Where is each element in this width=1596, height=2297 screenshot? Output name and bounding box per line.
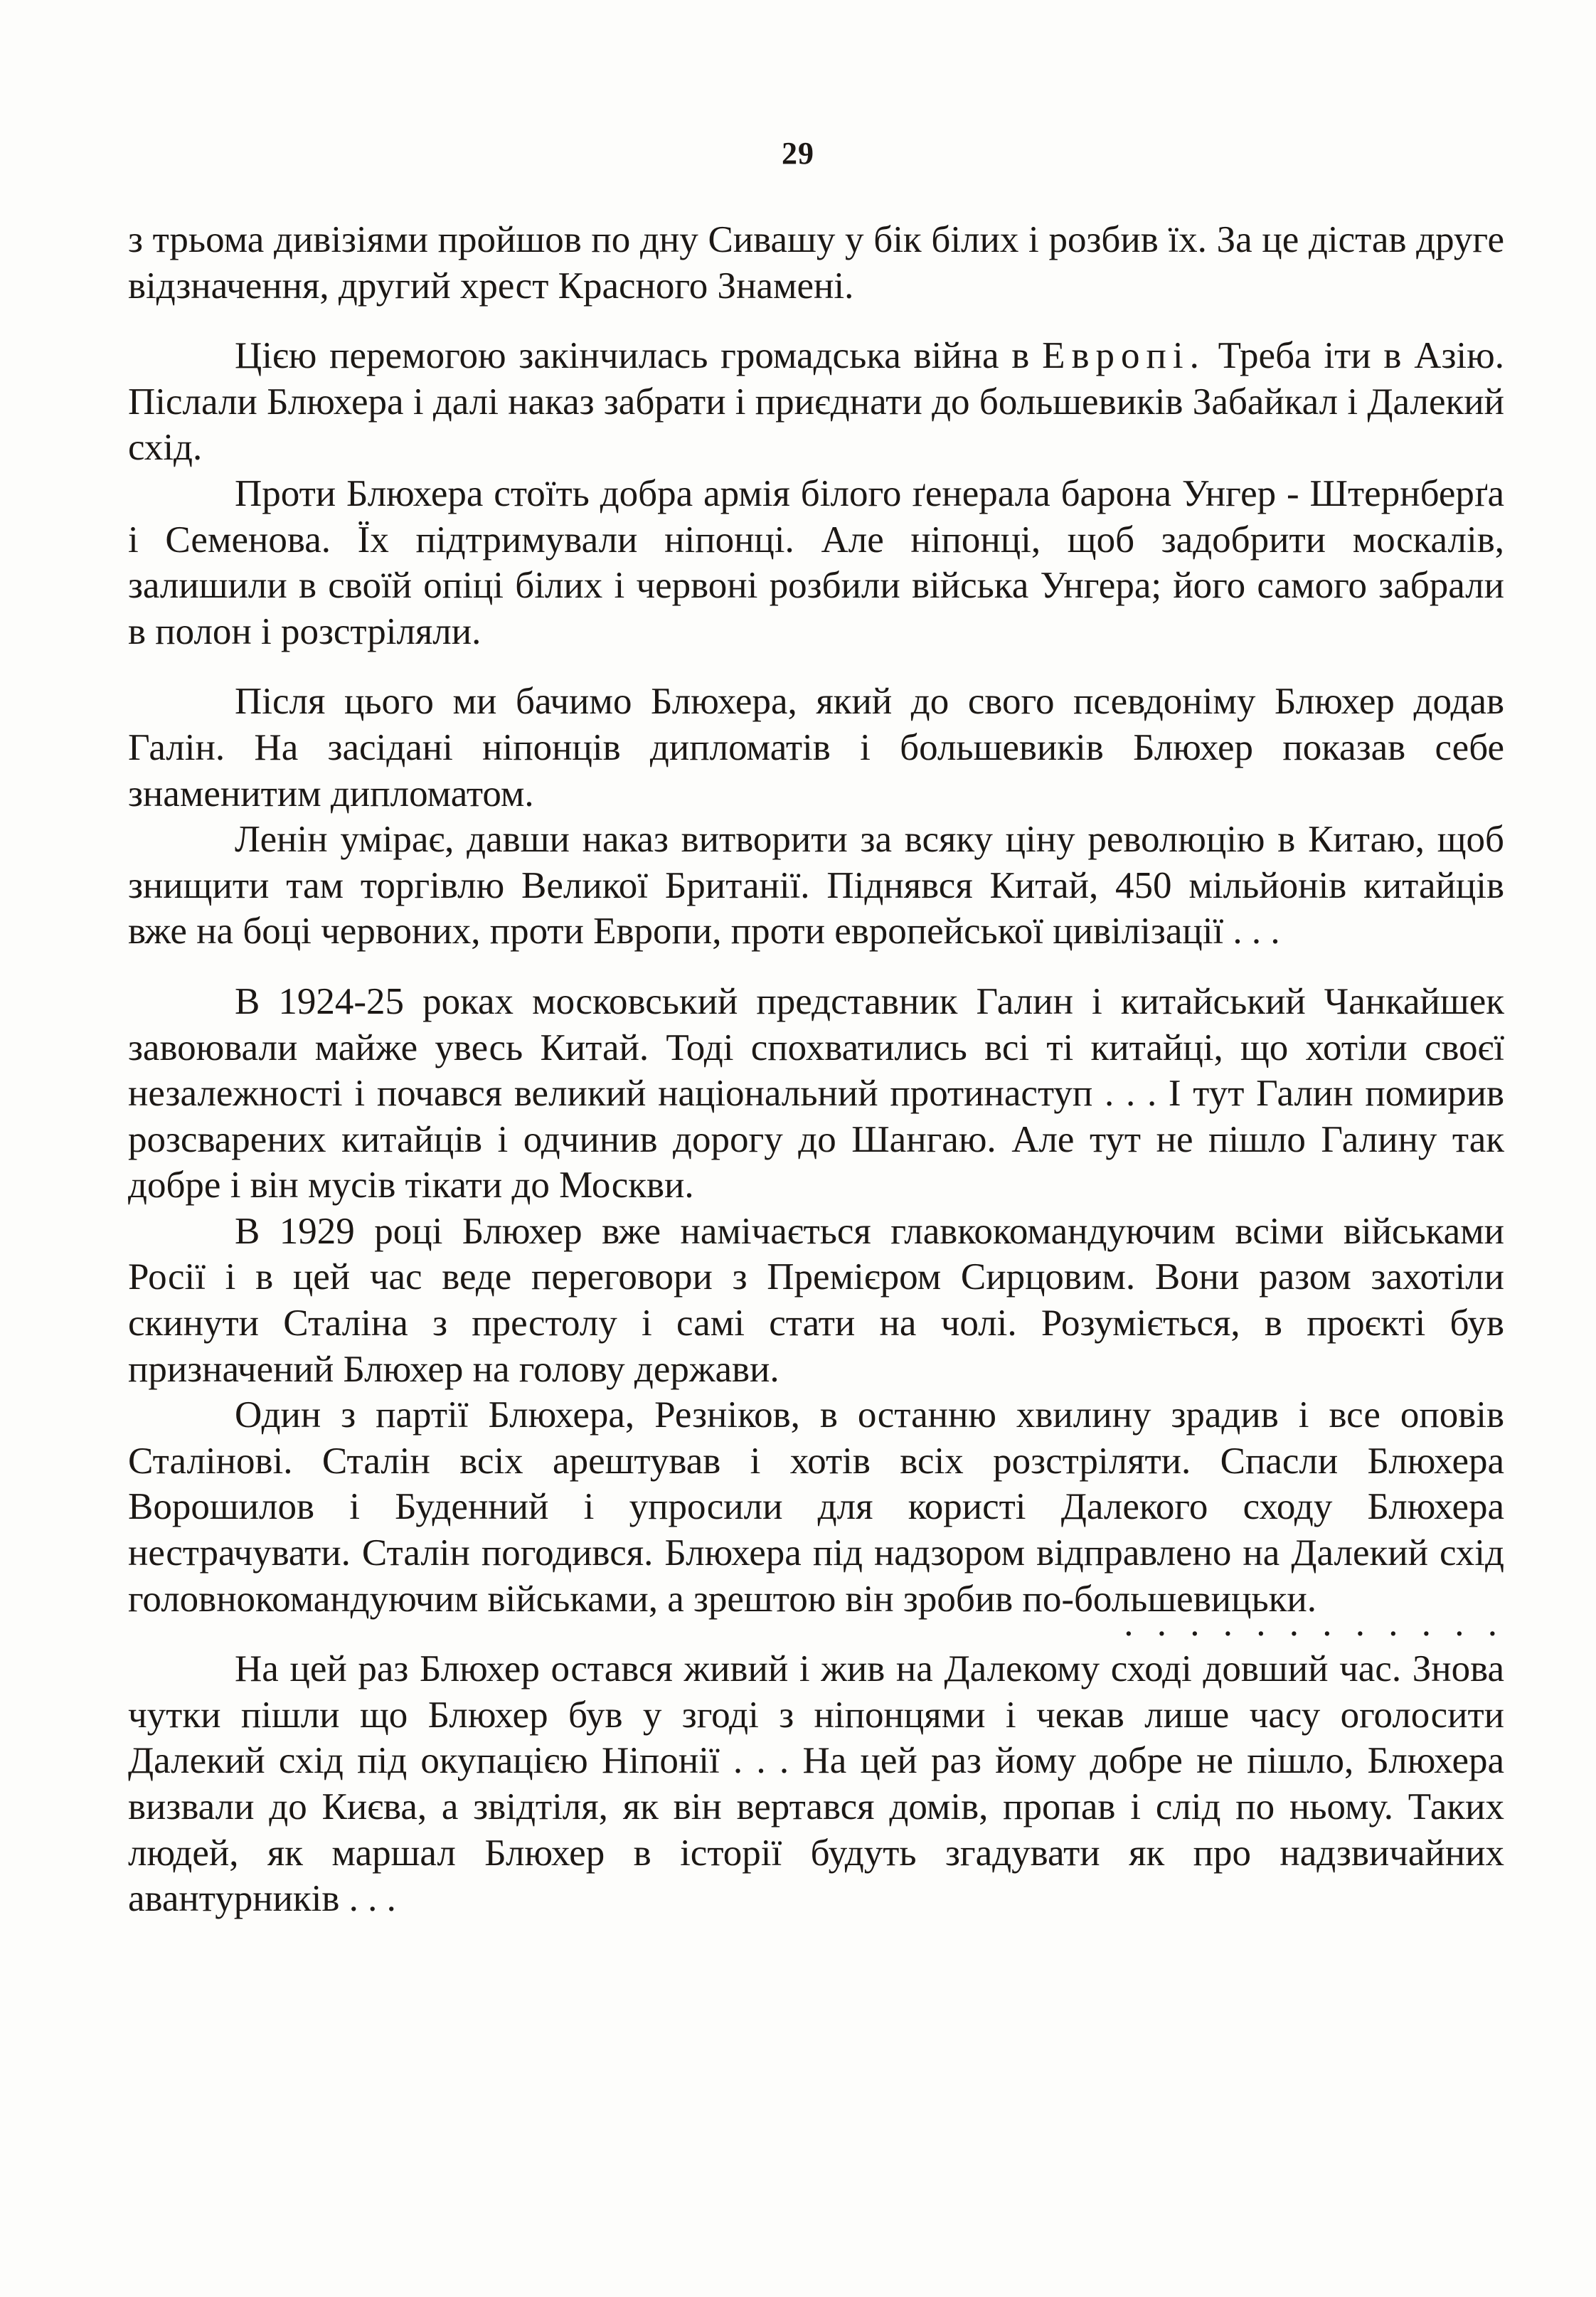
paragraph-5: Ленін умірає, давши наказ витворити за всяку ціну революцію в Китаю, щоб знищити там торгівлю Великої Британії. Піднявся Китай, 450 мільйонів китайців вже на боці червоних, проти Европи, проти европейської цивілізації . . . xyxy=(128,819,1504,953)
paragraph-6: В 1924-25 роках московський представник Галин і китайський Чанкайшек завоювали майже увесь Китай. Тоді спохватились всі ті китайці, що хотіли своєї незалежності і почався великий національний протинаступ . . . І тут Галин помирив розсварених китайців і одчинив дорогу до Шангаю. Але тут не пішло Галину так добре і він мусів тікати до Москви. xyxy=(128,980,1504,1206)
paragraph-1: з трьома дивізіями пройшов по дну Сивашу у бік білих і розбив їх. За це дістав друге відзначення, другий хрест Красного Знамені. xyxy=(128,219,1504,307)
spaced-word-europe: Европі. xyxy=(1042,335,1206,377)
paragraph-2 xyxy=(128,333,1504,471)
body-text xyxy=(128,217,1504,1922)
paragraph-7: В 1929 році Блюхер вже намічається главкокомандуючим всіми військами Росії і в цей час веде переговори з Премієром Сирцовим. Вони разом захотіли скинути Сталіна з престолу і самі стати на чолі. Розуміється, в проєкті був призначений Блюхер на голову держави. xyxy=(128,1210,1504,1390)
paragraph-4: Після цього ми бачимо Блюхера, який до свого псевдоніму Блюхер додав Галін. На засідані ніпонців дипломатів і большевиків Блюхер показав себе знаменитим дипломатом. xyxy=(128,681,1504,815)
paragraph-2-start: Цією перемогою закінчилась громадська війна в xyxy=(235,335,1043,377)
separator-dots: . . . . . . . . . . . . xyxy=(1124,1603,1504,1645)
page-number: 29 xyxy=(782,136,814,171)
paragraph-8: Один з партії Блюхера, Резніков, в останню хвилину зрадив і все оповів Сталінові. Сталін всіх арештував і хотів всіх розстріляти. Спасли Блюхера Ворошилов і Буденний і упросили для користі Далекого сходу Блюхера нестрачувати. Сталін погодився. Блюхера під надзором відправлено на Далекий схід головнокомандуючим військами, а зрештою він зробив по-большевицьки. xyxy=(128,1394,1504,1620)
paragraph-2-end: Треба іти в Азію. Післали Блюхера і далі наказ забрати і приєднати до большевиків Забайкал і Далекий схід. xyxy=(128,335,1504,469)
paragraph-3: Проти Блюхера стоїть добра армія білого ґенерала барона Унгер - Штернберґа і Семенова. Їх підтримували ніпонці. Але ніпонці, щоб задобрити москалів, залишили в своїй опіці білих і червоні розбили війська Унгера; його самого забрали в полон і розстріляли. xyxy=(128,472,1504,652)
paragraph-9: На цей раз Блюхер остався живий і жив на Далекому сході довший час. Знова чутки пішли що Блюхер був у згоді з ніпонцями і чекав лише часу оголосити Далекий схід під окупацією Ніпонії . . . На цей раз йому добре не пішло, Блюхера визвали до Києва, а звідтіля, як він вертався домів, пропав і слід по ньому. Таких людей, як маршал Блюхер в історії будуть згадувати як про надзвичайних авантурників . . . xyxy=(128,1648,1504,1920)
